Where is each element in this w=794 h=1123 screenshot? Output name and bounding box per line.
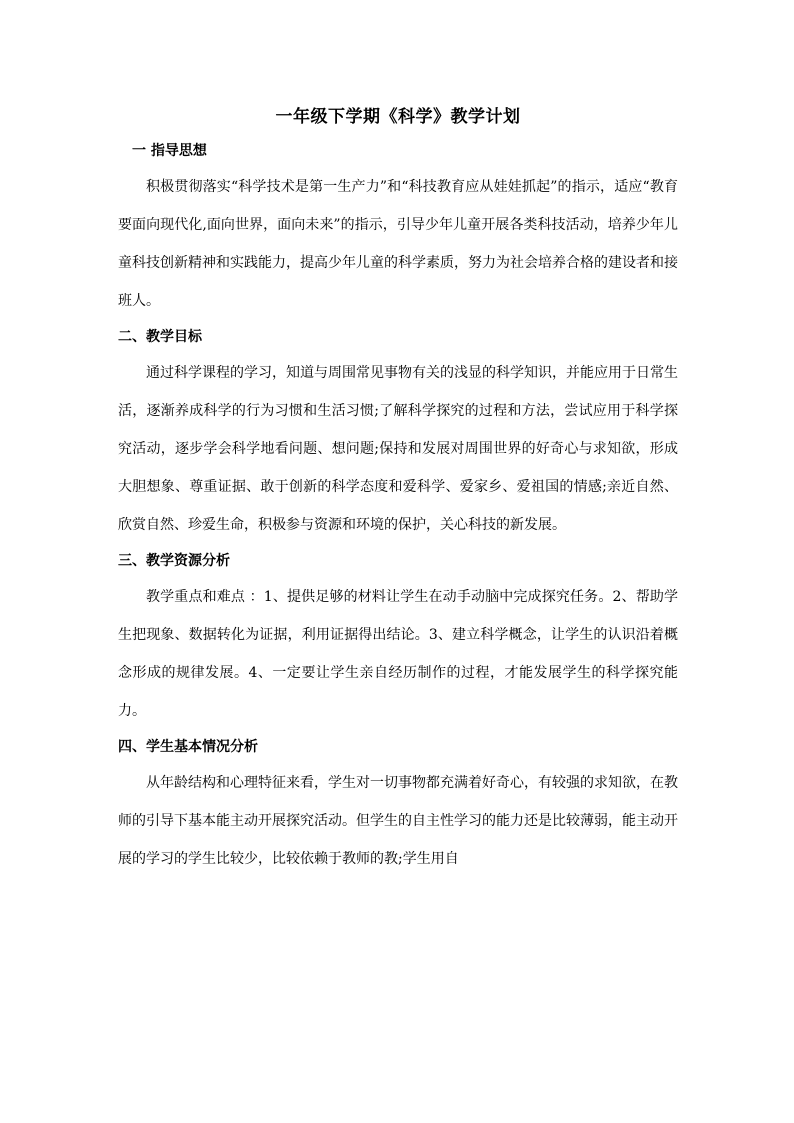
section-heading: 三、教学资源分析	[118, 553, 230, 569]
section-teaching-goals	[118, 320, 678, 544]
document-title: 一年级下学期《科学》教学计划	[275, 107, 521, 127]
section-resource-analysis	[118, 544, 678, 730]
section-paragraph: 教学重点和难点 ：1、提供足够的材料让学生在动手动脑中完成探究任务。2、帮助学生把现象、数据转化为证据，利用证据得出结论。3、建立科学概念，让学生的认识沿着概念形成的规律发展。4、一定要让学生亲自经历制作的过程，才能发展学生的科学探究能力。	[118, 589, 678, 719]
document-page	[118, 100, 678, 878]
section-guiding-ideology	[118, 134, 678, 320]
section-heading: 四、学生基本情况分析	[118, 739, 258, 755]
section-paragraph: 从年龄结构和心理特征来看，学生对一切事物都充满着好奇心，有较强的求知欲，在教师的引导下基本能主动开展探究活动。但学生的自主性学习的能力还是比较薄弱，能主动开展的学习的学生比较少，比较依赖于教师的教;学生用自	[118, 775, 678, 867]
section-heading: 一 指导思想	[132, 143, 207, 159]
section-heading: 二、教学目标	[118, 329, 202, 345]
section-paragraph: 通过科学课程的学习，知道与周围常见事物有关的浅显的科学知识，并能应用于日常生活，逐渐养成科学的行为习惯和生活习惯;了解科学探究的过程和方法，尝试应用于科学探究活动，逐步学会科学地看问题、想问题;保持和发展对周围世界的好奇心与求知欲，形成大胆想象、尊重证据、敢于创新的科学态度和爱科学、爱家乡、爱祖国的情感;亲近自然、欣赏自然、珍爱生命，积极参与资源和环境的保护，关心科技的新发展。	[118, 365, 678, 533]
section-paragraph: 积极贯彻落实“科学技术是第一生产力”和“科技教育应从娃娃抓起”的指示，适应“教育要面向现代化,面向世界，面向未来”的指示，引导少年儿童开展各类科技活动，培养少年儿童科技创新精神和实践能力，提高少年儿童的科学素质，努力为社会培养合格的建设者和接班人。	[118, 179, 678, 309]
section-student-analysis	[118, 730, 678, 878]
